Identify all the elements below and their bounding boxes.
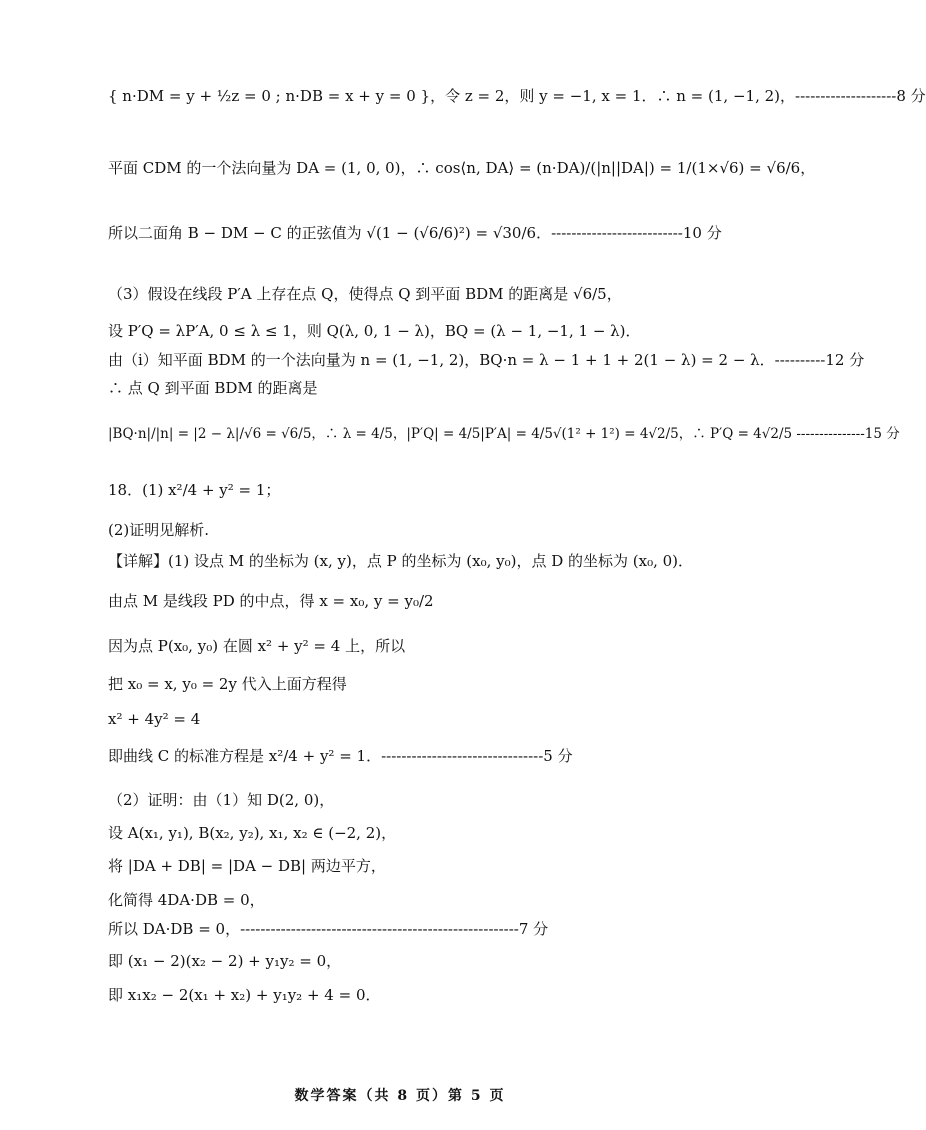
line-5: 设 P′Q = λP′A, 0 ≤ λ ≤ 1，则 Q(λ, 0, 1 − λ)，BQ = (λ − 1, −1, 1 − λ)．	[108, 322, 641, 340]
line-7: ∴ 点 Q 到平面 BDM 的距离是	[108, 379, 318, 397]
line-2: 平面 CDM 的一个法向量为 DA = (1, 0, 0)，∴ cos⟨n, DA⟩ = (n·DA)/(|n||DA|) = 1/(1×√6) = √6/6，	[108, 159, 816, 177]
line-4: （3）假设在线段 P′A 上存在点 Q，使得点 Q 到平面 BDM 的距离是 √6/5，	[108, 285, 622, 303]
line-15: x² + 4y² = 4	[108, 710, 201, 728]
line-9: 18．(1) x²/4 + y² = 1；	[108, 481, 281, 499]
line-8: |BQ·n|/|n| = |2 − λ|/√6 = √6/5，∴ λ = 4/5，|P′Q| = 4/5|P′A| = 4/5√(1² + 1²) = 4√2/5，∴ P′Q = 4√2/5 ---------------15 分	[108, 426, 900, 442]
line-18: 设 A(x₁, y₁), B(x₂, y₂), x₁, x₂ ∈ (−2, 2)，	[108, 824, 397, 842]
line-23: 即 x₁x₂ − 2(x₁ + x₂) + y₁y₂ + 4 = 0．	[108, 986, 381, 1004]
line-1: { n·DM = y + ½z = 0 ; n·DB = x + y = 0 }，令 z = 2，则 y = −1, x = 1．∴ n = (1, −1, 2)，--------------------8 分	[108, 87, 926, 105]
line-10: (2)证明见解析.	[108, 521, 210, 539]
line-12: 由点 M 是线段 PD 的中点，得 x = x₀, y = y₀/2	[108, 592, 434, 610]
line-17: （2）证明：由（1）知 D(2, 0)，	[108, 791, 335, 809]
line-20: 化简得 4DA·DB = 0，	[108, 891, 265, 909]
line-14: 把 x₀ = x, y₀ = 2y 代入上面方程得	[108, 675, 347, 693]
line-11: 【详解】(1) 设点 M 的坐标为 (x, y)，点 P 的坐标为 (x₀, y₀)，点 D 的坐标为 (x₀, 0)．	[108, 552, 694, 570]
line-6: 由（i）知平面 BDM 的一个法向量为 n = (1, −1, 2)，BQ·n = λ − 1 + 1 + 2(1 − λ) = 2 − λ．----------12 分	[108, 351, 865, 369]
line-16: 即曲线 C 的标准方程是 x²/4 + y² = 1．--------------------------------5 分	[108, 747, 573, 765]
line-21: 所以 DA·DB = 0，-------------------------------------------------------7 分	[108, 920, 549, 938]
line-13: 因为点 P(x₀, y₀) 在圆 x² + y² = 4 上，所以	[108, 637, 406, 655]
line-19: 将 |DA + DB| = |DA − DB| 两边平方，	[108, 857, 386, 875]
line-22: 即 (x₁ − 2)(x₂ − 2) + y₁y₂ = 0，	[108, 952, 342, 970]
page-footer: 数学答案（共 8 页）第 5 页	[294, 1088, 506, 1104]
line-3: 所以二面角 B − DM − C 的正弦值为 √(1 − (√6/6)²) = √30/6．--------------------------10 分	[108, 224, 722, 242]
